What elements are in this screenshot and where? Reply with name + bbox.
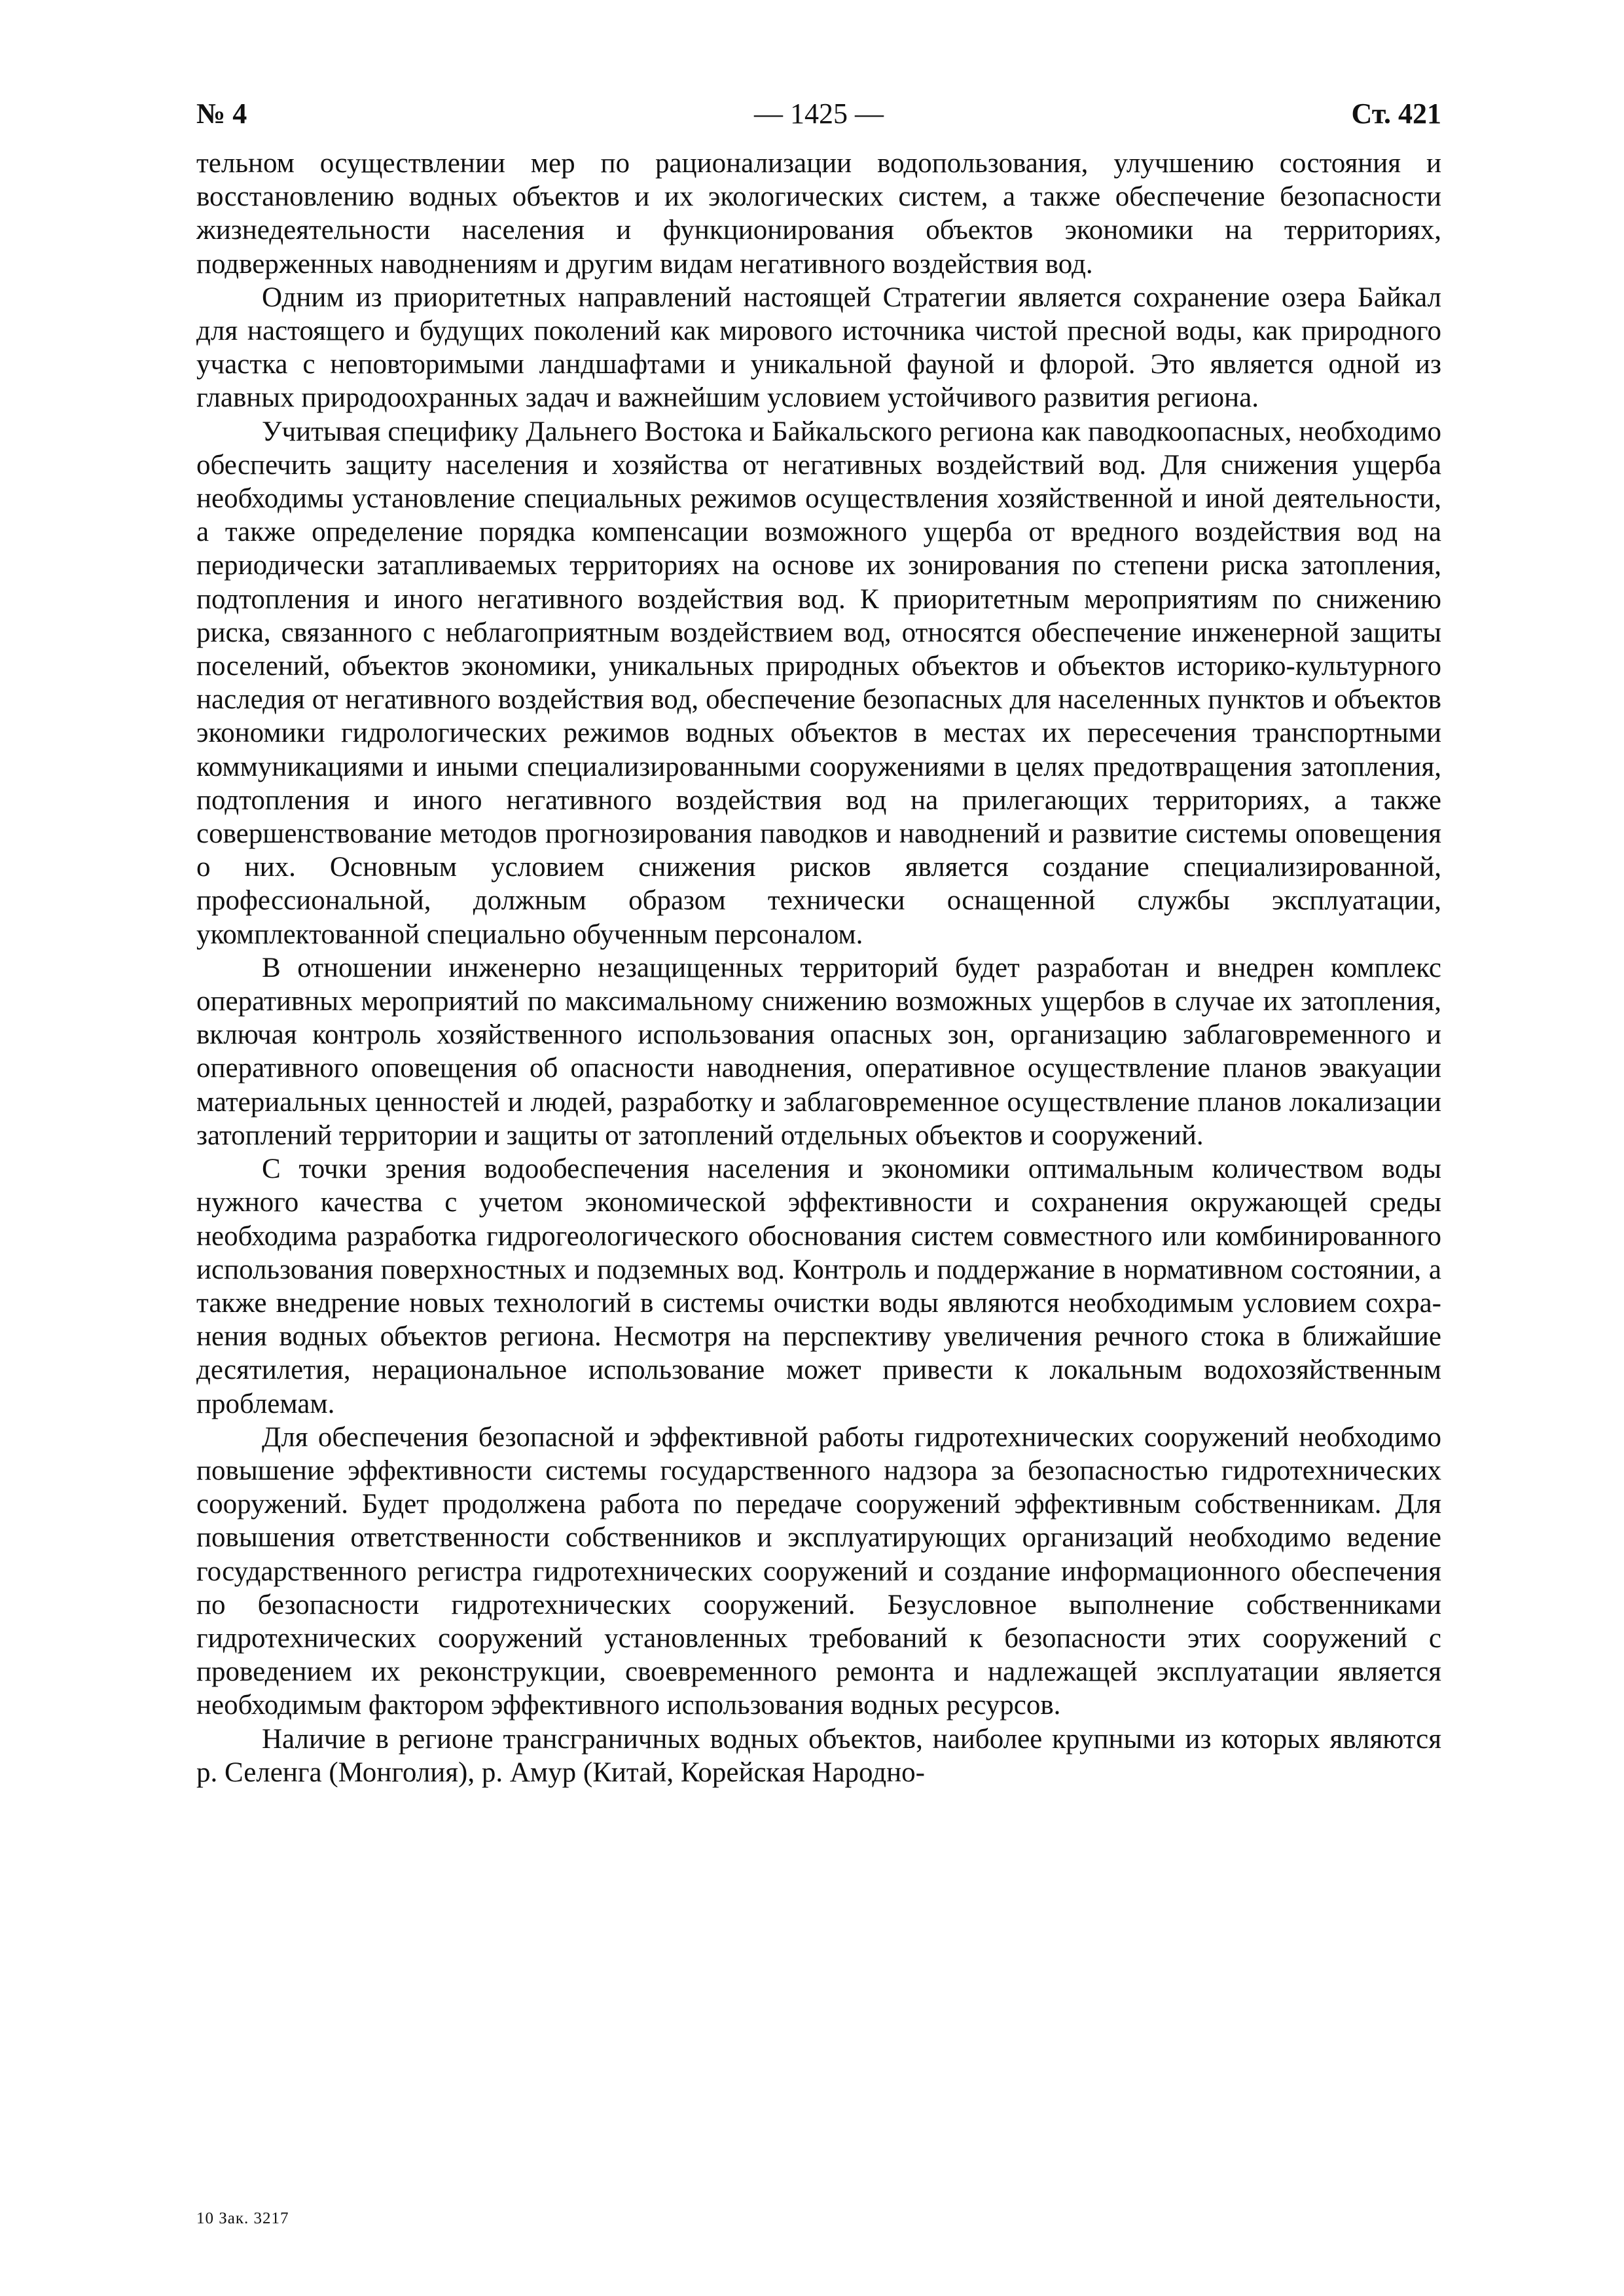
article-number: Ст. 421 bbox=[1351, 98, 1441, 130]
paragraph-5: С точки зрения водообеспечения населения и экономики оптимальным количеством воды нужного качества с учетом экономической эффективности и сохранения окружающей среды необходима разработка гидрогеологического обоснования систем совместного или комбинированного использования поверхностных и подземных вод. Контроль и поддержание в нормативном состоянии, а также внедрение новых технологий в системы очистки воды являются необходимым условием сохранения водных объектов региона. Несмотря на перспективу увеличения речного стока в ближайшие десятилетия, нерациональное использование может привести к локальным водохозяйственным проблемам. bbox=[196, 1154, 1441, 1419]
paragraph-2: Одним из приоритетных направлений настоящей Стратегии является сохранение озера Байкал для настоящего и будущих поколений как мирового источника чистой пресной воды, как природного участка с неповторимыми ландшафтами и уникальной фауной и флорой. Это является одной из главных природоохранных задач и важнейшим условием устойчивого развития региона. bbox=[196, 282, 1441, 414]
issue-number: № 4 bbox=[196, 98, 247, 130]
document-page bbox=[196, 92, 1441, 1789]
print-mark: 10 Зак. 3217 bbox=[196, 2210, 289, 2227]
page-number: — 1425 — bbox=[754, 98, 884, 130]
paragraph-4: В отношении инженерно незащищенных территорий будет разработан и внедрен комплекс оперативных мероприятий по максимальному снижению возможных ущербов в случае их затопления, включая контроль хозяйственного использования опасных зон, организацию заблаговременного и оперативного оповещения об опасности наводнения, оперативное осуществление планов эвакуации материальных ценностей и людей, разработку и заблаговременное осуществление планов локализации затоплений территории и защиты от затоплений отдельных объектов и сооружений. bbox=[196, 952, 1441, 1151]
paragraph-1: тельном осуществлении мер по рационализации водопользования, улучшению состояния и восстановлению водных объектов и их экологических систем, а также обеспечение безопасности жизнедеятельности населения и функционирования объектов экономики на территориях, подверженных наводнениям и другим видам негативного воздействия вод. bbox=[196, 148, 1441, 280]
paragraph-6: Для обеспечения безопасной и эффективной работы гидротехнических сооружений необходимо повышение эффективности системы государственного надзора за безопасностью гидротехнических сооружений. Будет продолжена работа по передаче сооружений эффективным собственникам. Для повышения ответственности собственников и эксплуатирующих организаций необходимо ведение государственного регистра гидротехнических сооружений и создание информационного обеспечения по безопасности гидротехнических сооружений. Безусловное выполнение собственниками гидротехнических сооружений установленных требований к безопасности этих сооружений с проведением их реконструкции, своевременного ремонта и надлежащей эксплуатации является необходимым фактором эффективного использования водных ресурсов. bbox=[196, 1421, 1441, 1721]
page-header bbox=[196, 92, 1441, 144]
paragraph-7: Наличие в регионе трансграничных водных объектов, наиболее крупными из которых являются р. Селенга (Монголия), р. Амур (Китай, Корейская Народно- bbox=[196, 1723, 1441, 1788]
body-text bbox=[196, 147, 1441, 1789]
paragraph-3: Учитывая специфику Дальнего Востока и Байкальского региона как паводкоопасных, необходимо обеспечить защиту населения и хозяйства от негативных воздействий вод. Для снижения ущерба необходимы установление специальных режимов осуществления хозяйственной и иной деятельности, а также определение порядка компенсации возможного ущерба от вредного воздействия вод на периодически затапливаемых территориях на основе их зонирования по степени риска затопления, подтопления и иного негативного воздействия вод. К приоритетным мероприятиям по снижению риска, связанного с неблагоприятным воздействием вод, относятся обеспечение инженерной защиты поселений, объектов экономики, уникальных природных объектов и объектов историко-культурного наследия от негативного воздействия вод, обеспечение безопасных для населенных пунктов и объектов экономики гидрологических режимов водных объектов в местах их пересечения транспортными коммуникациями и иными специализированными сооружениями в целях предотвращения затопления, подтопления и иного негативного воздействия вод на прилегающих территориях, а также совершенствование методов прогнозирования паводков и наводнений и развитие системы оповещения о них. Основным условием снижения рисков является создание специализированной, профессиональной, должным образом технически оснащенной службы эксплуатации, укомплектованной специально обученным персоналом. bbox=[196, 416, 1441, 950]
